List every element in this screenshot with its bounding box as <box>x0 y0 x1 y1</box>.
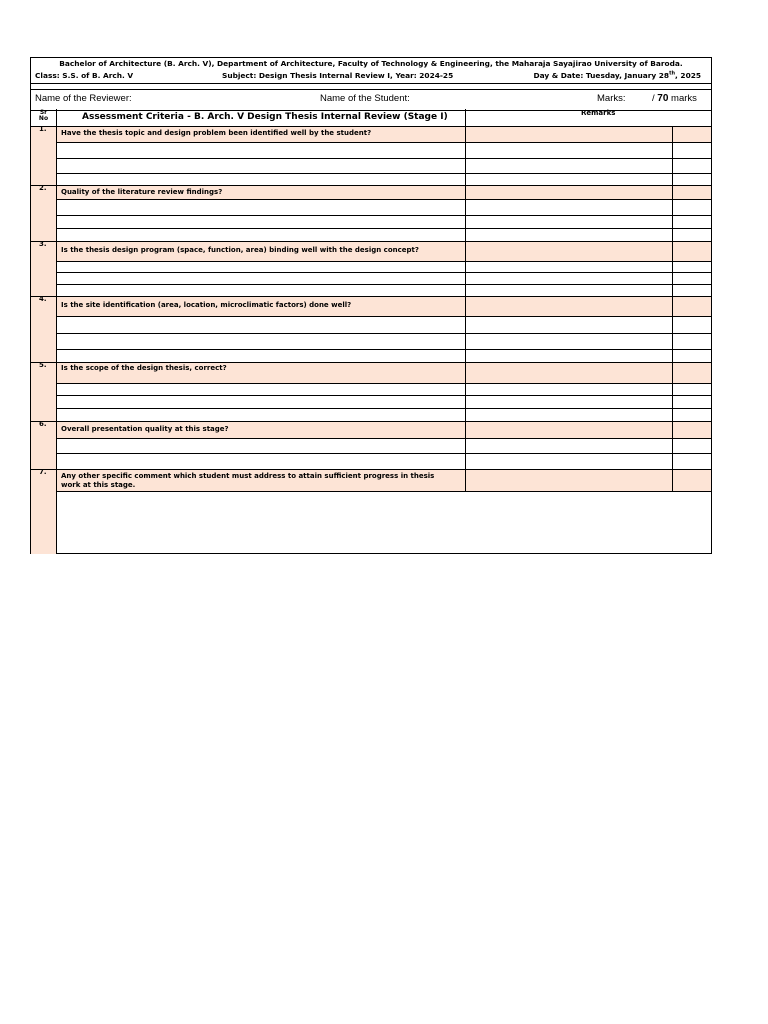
divider <box>56 438 711 439</box>
divider <box>56 395 711 396</box>
divider <box>56 453 711 454</box>
divider <box>56 199 711 200</box>
marks-label: Marks: <box>597 93 626 104</box>
divider <box>56 272 711 273</box>
divider <box>56 284 711 285</box>
class-label: Class: S.S. of B. Arch. V <box>35 71 134 80</box>
criteria-header: Assessment Criteria - B. Arch. V Design Thesis Internal Review (Stage I) <box>82 112 448 122</box>
row-number: 2. <box>39 184 47 192</box>
divider <box>56 349 711 350</box>
divider <box>31 296 711 297</box>
date-label: Day & Date: Tuesday, January 28th, 2025 <box>533 70 701 80</box>
divider <box>31 421 711 422</box>
divider <box>56 261 711 262</box>
divider <box>56 215 711 216</box>
divider <box>56 228 711 229</box>
divider <box>672 127 673 491</box>
question-text: Overall presentation quality at this stage? <box>61 425 229 433</box>
row-number: 6. <box>39 420 47 428</box>
question-text: Is the site identification (area, location, microclimatic factors) done well? <box>61 301 352 309</box>
question-text: Is the thesis design program (space, function, area) binding well with the design concept? <box>61 246 419 254</box>
row-number: 7. <box>39 468 47 476</box>
info-row <box>31 89 711 111</box>
divider <box>56 158 711 159</box>
reviewer-label: Name of the Reviewer: <box>35 93 132 104</box>
divider <box>56 173 711 174</box>
question-text: Any other specific comment which student must address to attain sufficient progress in thesis work at this stage. <box>61 472 435 489</box>
divider <box>31 469 711 470</box>
subject-label: Subject: Design Thesis Internal Review I, Year: 2024-25 <box>222 71 454 80</box>
divider <box>56 142 711 143</box>
question-text: Is the scope of the design thesis, correct? <box>61 364 227 372</box>
sr-no-header: Sr No <box>38 109 49 122</box>
marks-total: / 70 marks <box>652 93 697 104</box>
divider <box>465 127 466 491</box>
divider <box>56 333 711 334</box>
divider <box>31 241 711 242</box>
divider <box>56 316 711 317</box>
student-label: Name of the Student: <box>320 93 410 104</box>
form-title: Bachelor of Architecture (B. Arch. V), Department of Architecture, Faculty of Technology & Engineering, the Maharaja Sayajirao University of Baroda. <box>59 59 683 68</box>
assessment-form <box>30 57 712 554</box>
divider <box>31 185 711 186</box>
divider <box>56 408 711 409</box>
question-text: Have the thesis topic and design problem been identified well by the student? <box>61 129 372 137</box>
form-meta-row <box>31 70 711 84</box>
divider <box>56 126 711 127</box>
divider <box>31 362 711 363</box>
divider <box>56 491 711 492</box>
row-number: 1. <box>39 125 47 133</box>
divider <box>465 109 466 127</box>
row-number: 5. <box>39 361 47 369</box>
divider <box>56 109 57 554</box>
row-number: 4. <box>39 295 47 303</box>
remarks-header: Remarks <box>581 109 616 117</box>
row-number: 3. <box>39 240 47 248</box>
question-text: Quality of the literature review findings? <box>61 188 223 196</box>
divider <box>56 383 711 384</box>
